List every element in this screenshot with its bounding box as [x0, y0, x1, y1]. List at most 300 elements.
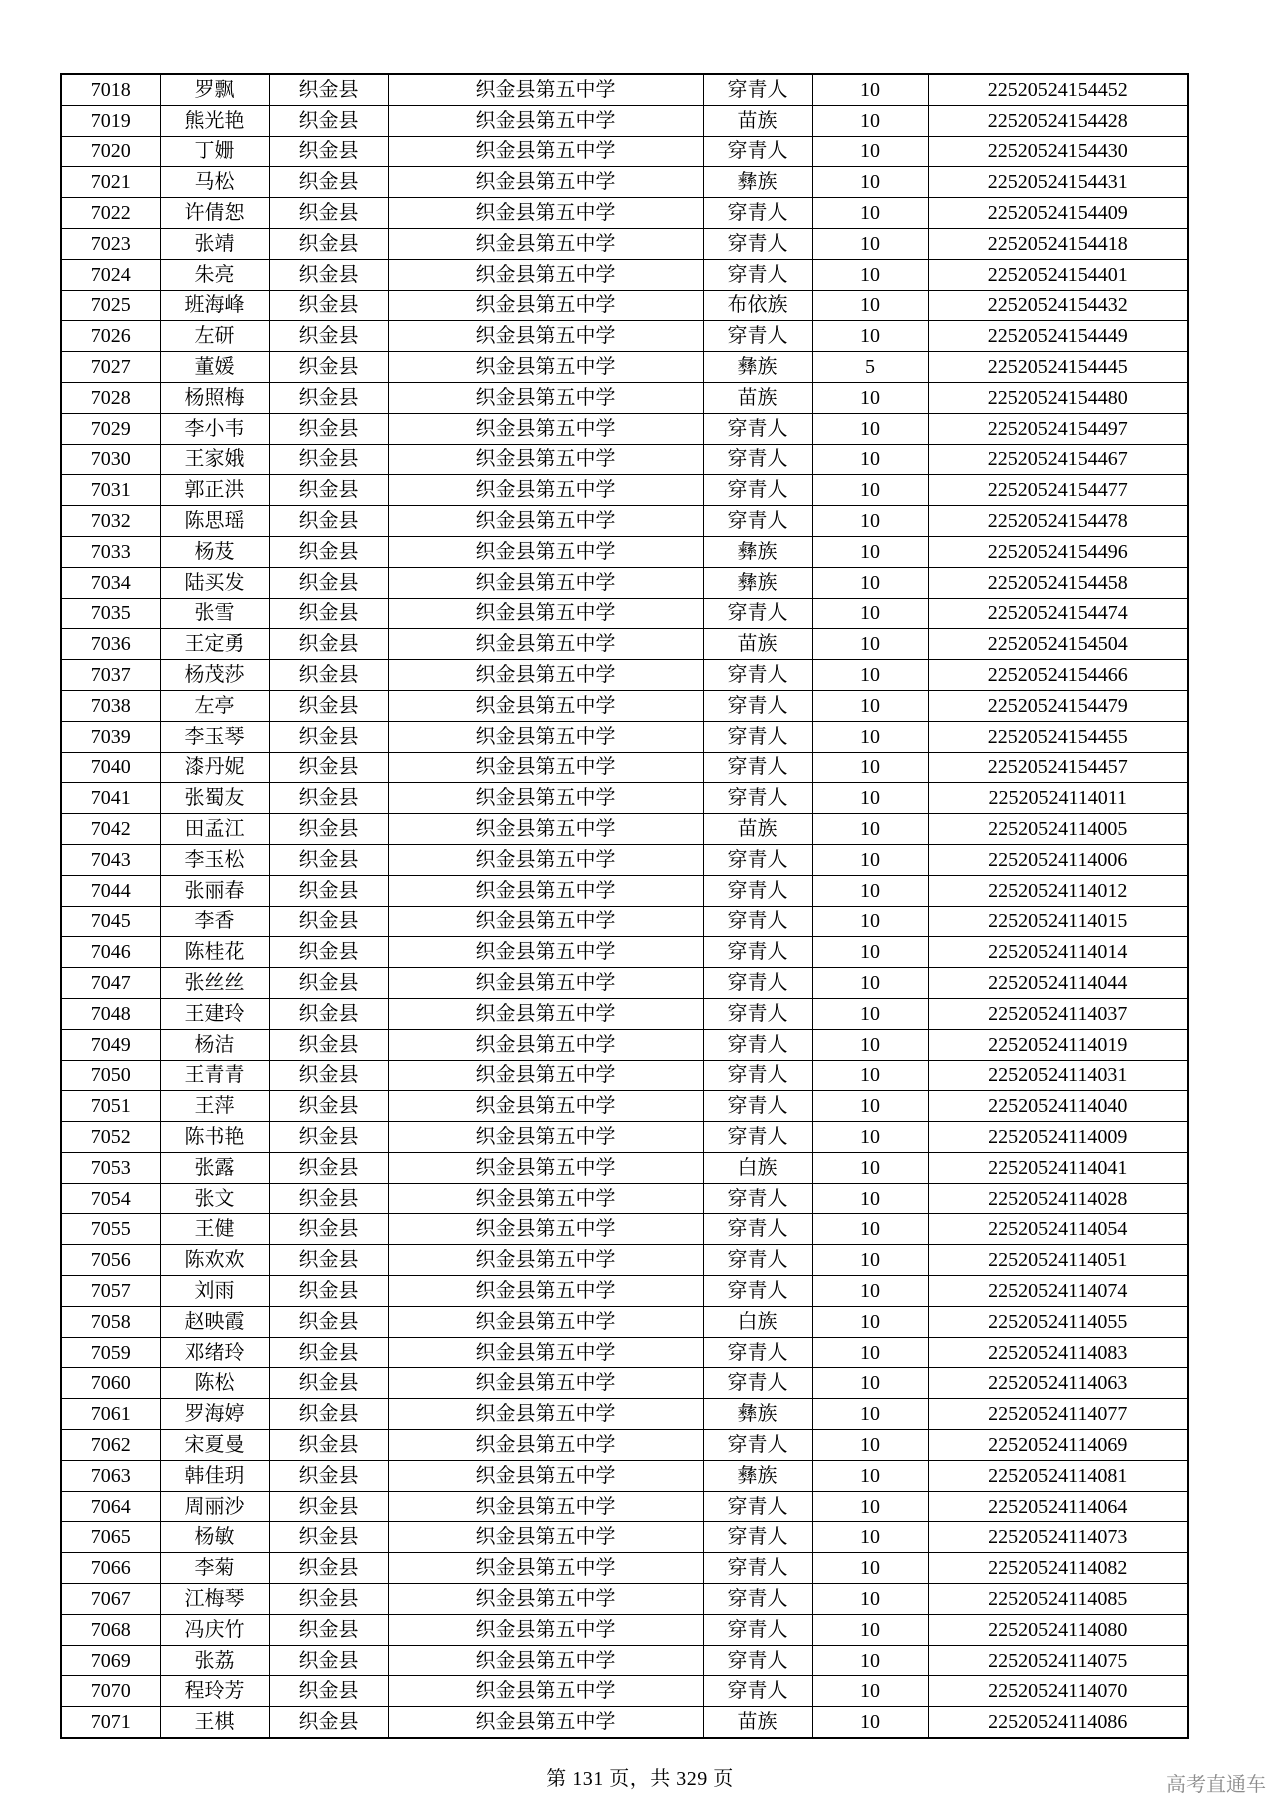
school-cell: 织金县第五中学: [388, 259, 703, 290]
table-row: [61, 259, 1188, 290]
points-cell: 10: [812, 1399, 928, 1430]
table-row: [61, 1276, 1188, 1307]
exam-number-cell: 22520524154466: [928, 660, 1188, 691]
table-row: [61, 1060, 1188, 1091]
exam-number-cell: 22520524114081: [928, 1460, 1188, 1491]
student-name-cell: 李玉琴: [160, 721, 269, 752]
school-cell: 织金县第五中学: [388, 1214, 703, 1245]
points-cell: 10: [812, 382, 928, 413]
exam-number-cell: 22520524114015: [928, 906, 1188, 937]
table-row: [61, 598, 1188, 629]
row-number-cell: 7057: [61, 1276, 160, 1307]
exam-number-cell: 22520524114031: [928, 1060, 1188, 1091]
points-cell: 10: [812, 1645, 928, 1676]
school-cell: 织金县第五中学: [388, 105, 703, 136]
exam-number-cell: 22520524114005: [928, 814, 1188, 845]
ethnicity-cell: 彝族: [703, 536, 812, 567]
student-name-cell: 陈思瑶: [160, 506, 269, 537]
student-name-cell: 陈书艳: [160, 1122, 269, 1153]
row-number-cell: 7033: [61, 536, 160, 567]
ethnicity-cell: 苗族: [703, 382, 812, 413]
school-cell: 织金县第五中学: [388, 567, 703, 598]
school-cell: 织金县第五中学: [388, 906, 703, 937]
county-cell: 织金县: [269, 937, 388, 968]
points-cell: 10: [812, 598, 928, 629]
exam-number-cell: 22520524114085: [928, 1584, 1188, 1615]
school-cell: 织金县第五中学: [388, 814, 703, 845]
row-number-cell: 7061: [61, 1399, 160, 1430]
ethnicity-cell: 穿青人: [703, 1029, 812, 1060]
table-row: [61, 1707, 1188, 1738]
county-cell: 织金县: [269, 998, 388, 1029]
points-cell: 10: [812, 1276, 928, 1307]
exam-number-cell: 22520524114012: [928, 875, 1188, 906]
county-cell: 织金县: [269, 1399, 388, 1430]
points-cell: 10: [812, 1430, 928, 1461]
table-row: [61, 1337, 1188, 1368]
school-cell: 织金县第五中学: [388, 1614, 703, 1645]
student-name-cell: 陈桂花: [160, 937, 269, 968]
points-cell: 10: [812, 475, 928, 506]
ethnicity-cell: 穿青人: [703, 1245, 812, 1276]
exam-number-cell: 22520524114077: [928, 1399, 1188, 1430]
county-cell: 织金县: [269, 875, 388, 906]
row-number-cell: 7035: [61, 598, 160, 629]
county-cell: 织金县: [269, 1060, 388, 1091]
row-number-cell: 7037: [61, 660, 160, 691]
county-cell: 织金县: [269, 1491, 388, 1522]
exam-number-cell: 22520524154458: [928, 567, 1188, 598]
student-name-cell: 陈松: [160, 1368, 269, 1399]
exam-number-cell: 22520524114064: [928, 1491, 1188, 1522]
exam-number-cell: 22520524114006: [928, 844, 1188, 875]
row-number-cell: 7046: [61, 937, 160, 968]
row-number-cell: 7043: [61, 844, 160, 875]
table-row: [61, 567, 1188, 598]
points-cell: 10: [812, 875, 928, 906]
points-cell: 10: [812, 1614, 928, 1645]
table-row: [61, 536, 1188, 567]
student-name-cell: 田孟江: [160, 814, 269, 845]
county-cell: 织金县: [269, 1214, 388, 1245]
exam-number-cell: 22520524154480: [928, 382, 1188, 413]
ethnicity-cell: 穿青人: [703, 660, 812, 691]
school-cell: 织金县第五中学: [388, 1183, 703, 1214]
student-name-cell: 许倩恕: [160, 198, 269, 229]
table-row: [61, 1029, 1188, 1060]
table-row: [61, 74, 1188, 105]
school-cell: 织金县第五中学: [388, 1522, 703, 1553]
exam-number-cell: 22520524154457: [928, 752, 1188, 783]
row-number-cell: 7039: [61, 721, 160, 752]
row-number-cell: 7040: [61, 752, 160, 783]
ethnicity-cell: 穿青人: [703, 506, 812, 537]
table-row: [61, 1491, 1188, 1522]
student-name-cell: 张雪: [160, 598, 269, 629]
table-row: [61, 1676, 1188, 1707]
points-cell: 10: [812, 136, 928, 167]
exam-number-cell: 22520524154452: [928, 74, 1188, 105]
exam-number-cell: 22520524154431: [928, 167, 1188, 198]
page-number-footer: 第 131 页，共 329 页: [546, 1768, 734, 1790]
county-cell: 织金县: [269, 1091, 388, 1122]
school-cell: 织金县第五中学: [388, 475, 703, 506]
student-name-cell: 王健: [160, 1214, 269, 1245]
student-name-cell: 班海峰: [160, 290, 269, 321]
school-cell: 织金县第五中学: [388, 444, 703, 475]
row-number-cell: 7053: [61, 1152, 160, 1183]
points-cell: 10: [812, 1522, 928, 1553]
row-number-cell: 7027: [61, 352, 160, 383]
student-name-cell: 王棋: [160, 1707, 269, 1738]
table-row: [61, 690, 1188, 721]
student-name-cell: 赵映霞: [160, 1306, 269, 1337]
county-cell: 织金县: [269, 1553, 388, 1584]
county-cell: 织金县: [269, 1707, 388, 1738]
student-name-cell: 张露: [160, 1152, 269, 1183]
table-row: [61, 783, 1188, 814]
student-name-cell: 张靖: [160, 228, 269, 259]
table-row: [61, 1122, 1188, 1153]
county-cell: 织金县: [269, 1245, 388, 1276]
points-cell: 10: [812, 752, 928, 783]
points-cell: 10: [812, 567, 928, 598]
student-name-cell: 李菊: [160, 1553, 269, 1584]
exam-number-cell: 22520524154504: [928, 629, 1188, 660]
county-cell: 织金县: [269, 1152, 388, 1183]
school-cell: 织金县第五中学: [388, 1430, 703, 1461]
student-name-cell: 杨照梅: [160, 382, 269, 413]
student-name-cell: 韩佳玥: [160, 1460, 269, 1491]
county-cell: 织金县: [269, 444, 388, 475]
student-name-cell: 王建玲: [160, 998, 269, 1029]
school-cell: 织金县第五中学: [388, 1584, 703, 1615]
exam-number-cell: 22520524154496: [928, 536, 1188, 567]
points-cell: 10: [812, 1707, 928, 1738]
row-number-cell: 7050: [61, 1060, 160, 1091]
school-cell: 织金县第五中学: [388, 1399, 703, 1430]
points-cell: 10: [812, 1460, 928, 1491]
exam-number-cell: 22520524114070: [928, 1676, 1188, 1707]
points-cell: 10: [812, 1368, 928, 1399]
exam-number-cell: 22520524114083: [928, 1337, 1188, 1368]
ethnicity-cell: 白族: [703, 1152, 812, 1183]
table-row: [61, 228, 1188, 259]
table-row: [61, 629, 1188, 660]
county-cell: 织金县: [269, 1183, 388, 1214]
school-cell: 织金县第五中学: [388, 228, 703, 259]
county-cell: 织金县: [269, 413, 388, 444]
student-name-cell: 丁姗: [160, 136, 269, 167]
points-cell: 10: [812, 1337, 928, 1368]
ethnicity-cell: 穿青人: [703, 690, 812, 721]
exam-number-cell: 22520524114054: [928, 1214, 1188, 1245]
county-cell: 织金县: [269, 536, 388, 567]
table-row: [61, 382, 1188, 413]
row-number-cell: 7018: [61, 74, 160, 105]
ethnicity-cell: 穿青人: [703, 228, 812, 259]
table-row: [61, 1614, 1188, 1645]
table-row: [61, 1183, 1188, 1214]
student-name-cell: 王萍: [160, 1091, 269, 1122]
county-cell: 织金县: [269, 1029, 388, 1060]
ethnicity-cell: 苗族: [703, 105, 812, 136]
points-cell: 10: [812, 259, 928, 290]
exam-number-cell: 22520524114040: [928, 1091, 1188, 1122]
county-cell: 织金县: [269, 105, 388, 136]
ethnicity-cell: 穿青人: [703, 259, 812, 290]
points-cell: 10: [812, 1183, 928, 1214]
exam-number-cell: 22520524114074: [928, 1276, 1188, 1307]
points-cell: 10: [812, 1029, 928, 1060]
school-cell: 织金县第五中学: [388, 937, 703, 968]
table-row: [61, 352, 1188, 383]
county-cell: 织金县: [269, 1337, 388, 1368]
student-name-cell: 周丽沙: [160, 1491, 269, 1522]
ethnicity-cell: 穿青人: [703, 74, 812, 105]
school-cell: 织金县第五中学: [388, 1091, 703, 1122]
county-cell: 织金县: [269, 660, 388, 691]
county-cell: 织金县: [269, 475, 388, 506]
roster-table: [60, 73, 1189, 1739]
points-cell: 10: [812, 721, 928, 752]
exam-number-cell: 22520524154409: [928, 198, 1188, 229]
table-row: [61, 1214, 1188, 1245]
points-cell: 10: [812, 1214, 928, 1245]
exam-number-cell: 22520524154430: [928, 136, 1188, 167]
county-cell: 织金县: [269, 752, 388, 783]
points-cell: 10: [812, 1060, 928, 1091]
row-number-cell: 7047: [61, 968, 160, 999]
school-cell: 织金县第五中学: [388, 1152, 703, 1183]
county-cell: 织金县: [269, 567, 388, 598]
ethnicity-cell: 白族: [703, 1306, 812, 1337]
student-name-cell: 王青青: [160, 1060, 269, 1091]
row-number-cell: 7055: [61, 1214, 160, 1245]
exam-number-cell: 22520524154467: [928, 444, 1188, 475]
points-cell: 10: [812, 1091, 928, 1122]
student-name-cell: 陈欢欢: [160, 1245, 269, 1276]
county-cell: 织金县: [269, 1276, 388, 1307]
exam-number-cell: 22520524114086: [928, 1707, 1188, 1738]
table-row: [61, 1460, 1188, 1491]
row-number-cell: 7052: [61, 1122, 160, 1153]
school-cell: 织金县第五中学: [388, 1368, 703, 1399]
school-cell: 织金县第五中学: [388, 382, 703, 413]
ethnicity-cell: 穿青人: [703, 1584, 812, 1615]
row-number-cell: 7048: [61, 998, 160, 1029]
ethnicity-cell: 穿青人: [703, 1491, 812, 1522]
student-name-cell: 马松: [160, 167, 269, 198]
student-name-cell: 李小韦: [160, 413, 269, 444]
points-cell: 10: [812, 444, 928, 475]
row-number-cell: 7030: [61, 444, 160, 475]
row-number-cell: 7025: [61, 290, 160, 321]
row-number-cell: 7071: [61, 1707, 160, 1738]
school-cell: 织金县第五中学: [388, 506, 703, 537]
student-name-cell: 王定勇: [160, 629, 269, 660]
school-cell: 织金县第五中学: [388, 536, 703, 567]
ethnicity-cell: 穿青人: [703, 1276, 812, 1307]
school-cell: 织金县第五中学: [388, 1676, 703, 1707]
county-cell: 织金县: [269, 228, 388, 259]
points-cell: 10: [812, 74, 928, 105]
ethnicity-cell: 苗族: [703, 1707, 812, 1738]
school-cell: 织金县第五中学: [388, 844, 703, 875]
student-name-cell: 杨洁: [160, 1029, 269, 1060]
student-name-cell: 陆买发: [160, 567, 269, 598]
school-cell: 织金县第五中学: [388, 1645, 703, 1676]
ethnicity-cell: 穿青人: [703, 413, 812, 444]
table-row: [61, 105, 1188, 136]
county-cell: 织金县: [269, 1306, 388, 1337]
county-cell: 织金县: [269, 629, 388, 660]
row-number-cell: 7045: [61, 906, 160, 937]
student-name-cell: 董媛: [160, 352, 269, 383]
ethnicity-cell: 穿青人: [703, 875, 812, 906]
row-number-cell: 7066: [61, 1553, 160, 1584]
county-cell: 织金县: [269, 136, 388, 167]
table-row: [61, 937, 1188, 968]
points-cell: 10: [812, 1122, 928, 1153]
student-name-cell: 张丽春: [160, 875, 269, 906]
row-number-cell: 7049: [61, 1029, 160, 1060]
table-row: [61, 167, 1188, 198]
school-cell: 织金县第五中学: [388, 1707, 703, 1738]
exam-number-cell: 22520524154497: [928, 413, 1188, 444]
county-cell: 织金县: [269, 1522, 388, 1553]
table-row: [61, 1553, 1188, 1584]
ethnicity-cell: 穿青人: [703, 1676, 812, 1707]
row-number-cell: 7023: [61, 228, 160, 259]
row-number-cell: 7051: [61, 1091, 160, 1122]
student-name-cell: 王家娥: [160, 444, 269, 475]
student-name-cell: 漆丹妮: [160, 752, 269, 783]
school-cell: 织金县第五中学: [388, 998, 703, 1029]
row-number-cell: 7054: [61, 1183, 160, 1214]
county-cell: 织金县: [269, 1614, 388, 1645]
row-number-cell: 7026: [61, 321, 160, 352]
ethnicity-cell: 穿青人: [703, 1337, 812, 1368]
ethnicity-cell: 苗族: [703, 814, 812, 845]
student-name-cell: 李香: [160, 906, 269, 937]
table-row: [61, 290, 1188, 321]
county-cell: 织金县: [269, 167, 388, 198]
exam-number-cell: 22520524154449: [928, 321, 1188, 352]
table-row: [61, 444, 1188, 475]
ethnicity-cell: 穿青人: [703, 136, 812, 167]
points-cell: 10: [812, 937, 928, 968]
table-row: [61, 906, 1188, 937]
points-cell: 10: [812, 321, 928, 352]
ethnicity-cell: 穿青人: [703, 752, 812, 783]
school-cell: 织金县第五中学: [388, 1245, 703, 1276]
county-cell: 织金县: [269, 814, 388, 845]
points-cell: 10: [812, 1306, 928, 1337]
table-row: [61, 1152, 1188, 1183]
student-name-cell: 冯庆竹: [160, 1614, 269, 1645]
county-cell: 织金县: [269, 198, 388, 229]
points-cell: 10: [812, 1152, 928, 1183]
school-cell: 织金县第五中学: [388, 1122, 703, 1153]
school-cell: 织金县第五中学: [388, 1060, 703, 1091]
school-cell: 织金县第五中学: [388, 413, 703, 444]
row-number-cell: 7031: [61, 475, 160, 506]
points-cell: 10: [812, 198, 928, 229]
row-number-cell: 7032: [61, 506, 160, 537]
table-row: [61, 1306, 1188, 1337]
school-cell: 织金县第五中学: [388, 1491, 703, 1522]
table-row: [61, 1399, 1188, 1430]
exam-number-cell: 22520524114009: [928, 1122, 1188, 1153]
ethnicity-cell: 穿青人: [703, 783, 812, 814]
table-row: [61, 875, 1188, 906]
points-cell: 10: [812, 998, 928, 1029]
student-name-cell: 郭正洪: [160, 475, 269, 506]
ethnicity-cell: 穿青人: [703, 1060, 812, 1091]
points-cell: 10: [812, 1676, 928, 1707]
student-name-cell: 刘雨: [160, 1276, 269, 1307]
row-number-cell: 7070: [61, 1676, 160, 1707]
county-cell: 织金县: [269, 721, 388, 752]
points-cell: 10: [812, 413, 928, 444]
school-cell: 织金县第五中学: [388, 167, 703, 198]
points-cell: 10: [812, 506, 928, 537]
school-cell: 织金县第五中学: [388, 875, 703, 906]
school-cell: 织金县第五中学: [388, 352, 703, 383]
roster-table-body: [61, 74, 1188, 1738]
table-row: [61, 752, 1188, 783]
county-cell: 织金县: [269, 321, 388, 352]
table-row: [61, 136, 1188, 167]
county-cell: 织金县: [269, 1430, 388, 1461]
county-cell: 织金县: [269, 1122, 388, 1153]
county-cell: 织金县: [269, 1584, 388, 1615]
school-cell: 织金县第五中学: [388, 321, 703, 352]
ethnicity-cell: 穿青人: [703, 937, 812, 968]
ethnicity-cell: 穿青人: [703, 598, 812, 629]
county-cell: 织金县: [269, 259, 388, 290]
ethnicity-cell: 穿青人: [703, 1522, 812, 1553]
ethnicity-cell: 穿青人: [703, 844, 812, 875]
ethnicity-cell: 穿青人: [703, 321, 812, 352]
school-cell: 织金县第五中学: [388, 690, 703, 721]
exam-number-cell: 22520524114011: [928, 783, 1188, 814]
county-cell: 织金县: [269, 290, 388, 321]
points-cell: 10: [812, 968, 928, 999]
student-name-cell: 程玲芳: [160, 1676, 269, 1707]
table-row: [61, 198, 1188, 229]
watermark-text: 高考直通车: [1166, 1772, 1266, 1796]
row-number-cell: 7067: [61, 1584, 160, 1615]
row-number-cell: 7021: [61, 167, 160, 198]
points-cell: 10: [812, 690, 928, 721]
student-name-cell: 罗飘: [160, 74, 269, 105]
ethnicity-cell: 穿青人: [703, 1553, 812, 1584]
ethnicity-cell: 布依族: [703, 290, 812, 321]
school-cell: 织金县第五中学: [388, 660, 703, 691]
points-cell: 5: [812, 352, 928, 383]
county-cell: 织金县: [269, 783, 388, 814]
row-number-cell: 7058: [61, 1306, 160, 1337]
ethnicity-cell: 彝族: [703, 352, 812, 383]
county-cell: 织金县: [269, 906, 388, 937]
ethnicity-cell: 穿青人: [703, 1183, 812, 1214]
student-name-cell: 杨敏: [160, 1522, 269, 1553]
table-row: [61, 1645, 1188, 1676]
exam-number-cell: 22520524154478: [928, 506, 1188, 537]
table-row: [61, 475, 1188, 506]
